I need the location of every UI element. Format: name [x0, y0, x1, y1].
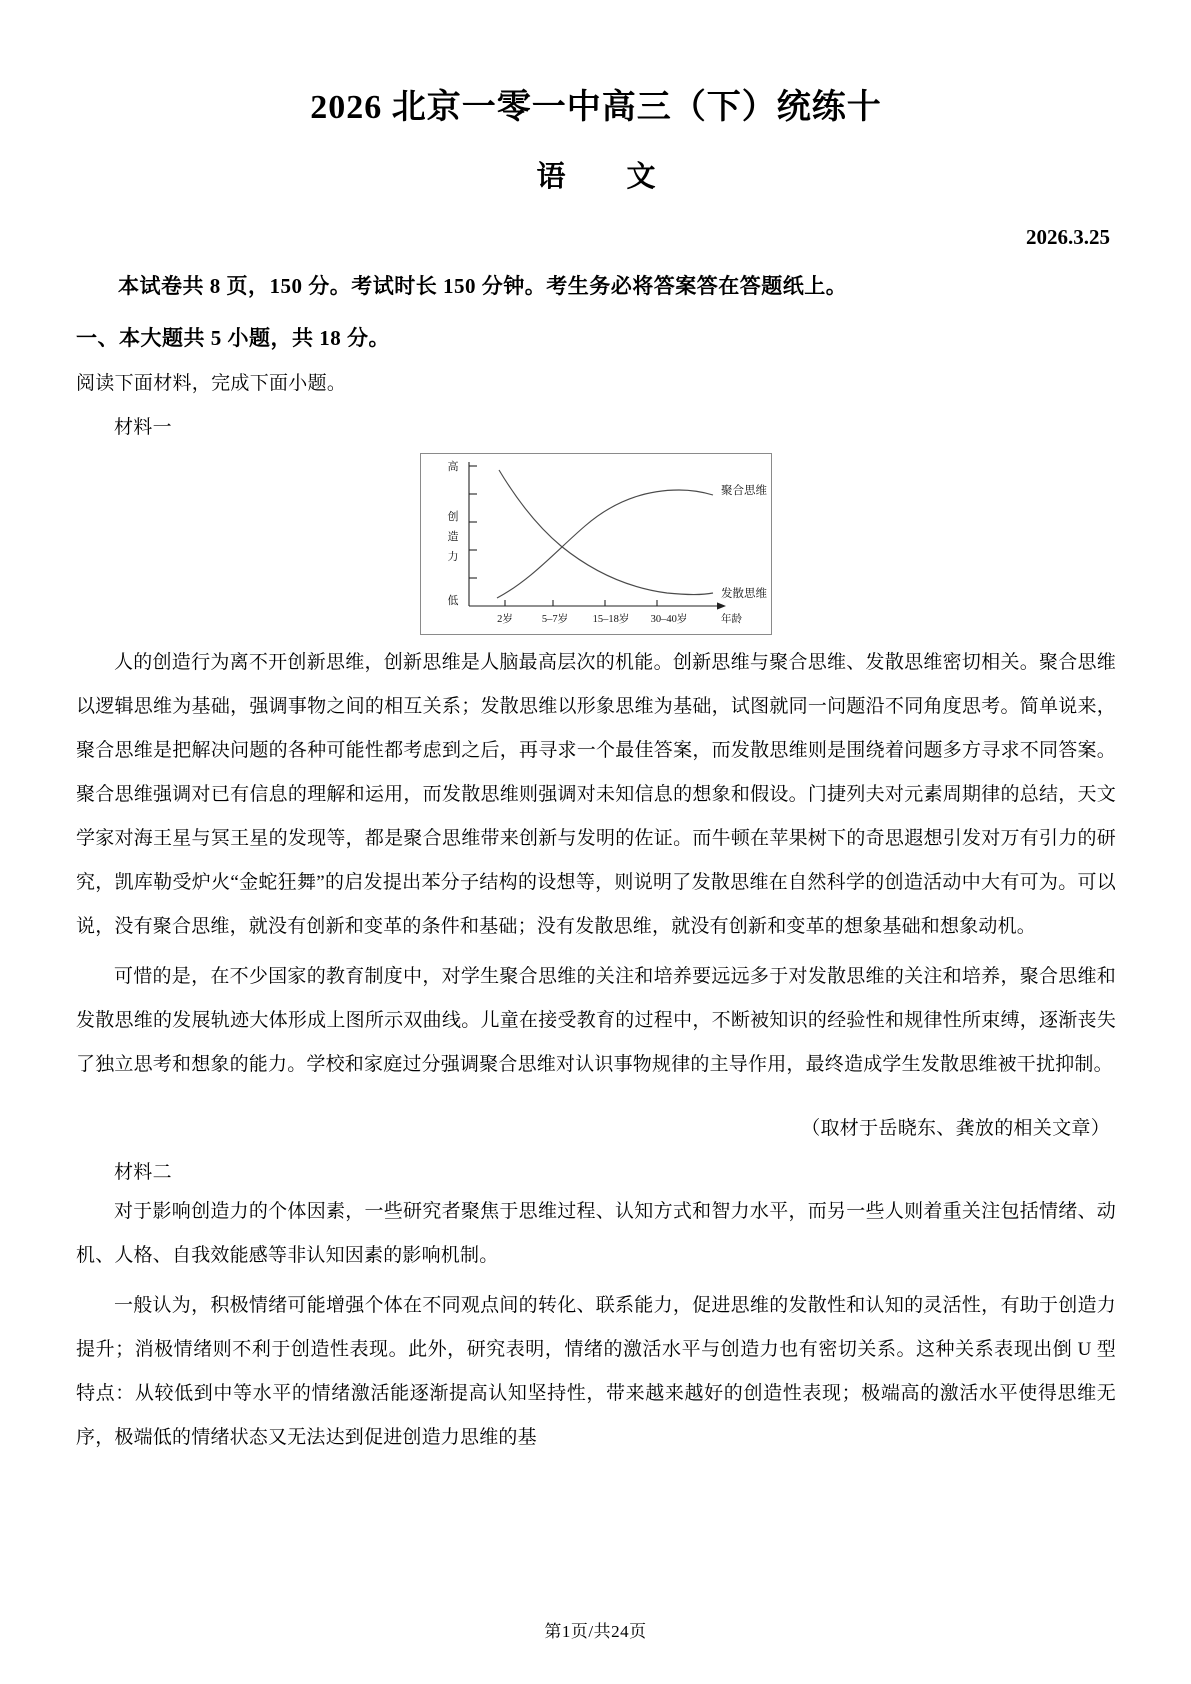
- material-two-label: 材料二: [114, 1162, 172, 1184]
- page-content: [76, 0, 1116, 1460]
- creativity-thinking-chart: [420, 453, 772, 635]
- page-title: 2026 北京一零一中高三（下）统练十: [310, 89, 882, 126]
- x-tick-label-0: 2岁: [497, 614, 513, 626]
- y-axis-label-char-0: 创: [447, 511, 459, 524]
- figure-container: [76, 453, 1116, 635]
- y-axis-low-label: 低: [447, 595, 459, 608]
- section-heading-one: 一、本大题共 5 小题，共 18 分。: [76, 326, 390, 351]
- series-curve-divergent: [499, 470, 713, 595]
- subject-title: 语 文: [536, 161, 672, 194]
- material-two-paragraph-1: 对于影响创造力的个体因素，一些研究者聚焦于思维过程、认知方式和智力水平，而另一些人则着重关注包括情绪、动机、人格、自我效能感等非认知因素的影响机制。: [76, 1201, 1116, 1267]
- reading-prompt: 阅读下面材料，完成下面小题。: [76, 373, 347, 395]
- x-tick-label-2: 15–18岁: [592, 614, 630, 626]
- exam-instructions: 本试卷共 8 页，150 分。考试时长 150 分钟。考生务必将答案答在答题纸上。: [118, 274, 848, 299]
- x-axis-title: 年龄: [721, 614, 742, 626]
- material-one-paragraph-2: 可惜的是，在不少国家的教育制度中，对学生聚合思维的关注和培养要远远多于对发散思维的关注和培养，聚合思维和发散思维的发展轨迹大体形成上图所示双曲线。儿童在接受教育的过程中，不断被知识的经验性和规律性所束缚，逐渐丧失了独立思考和想象的能力。学校和家庭过分强调聚合思维对认识事物规律的主导作用，最终造成学生发散思维被干扰抑制。: [76, 966, 1116, 1076]
- chart-svg: [421, 454, 771, 634]
- y-axis-high-label: 高: [447, 461, 459, 474]
- page-footer: 第1页/共24页: [544, 1622, 647, 1641]
- series-curve-convergent: [497, 490, 713, 598]
- exam-date: 2026.3.25: [1026, 225, 1110, 250]
- x-tick-label-1: 5–7岁: [541, 614, 569, 626]
- x-tick-label-3: 30–40岁: [650, 614, 688, 626]
- series-label-convergent: 聚合思维: [721, 485, 767, 498]
- material-one-label: 材料一: [114, 417, 172, 439]
- y-axis-label-char-2: 力: [447, 551, 459, 564]
- material-one-attribution: （取材于岳晓东、龚放的相关文章）: [801, 1118, 1110, 1140]
- material-one-paragraph-1: 人的创造行为离不开创新思维，创新思维是人脑最高层次的机能。创新思维与聚合思维、发散思维密切相关。聚合思维以逻辑思维为基础，强调事物之间的相互关系；发散思维以形象思维为基础，试图就同一问题沿不同角度思考。简单说来，聚合思维是把解决问题的各种可能性都考虑到之后，再寻求一个最佳答案，而发散思维则是围绕着问题多方寻求不同答案。聚合思维强调对已有信息的理解和运用，而发散思维则强调对未知信息的想象和假设。门捷列夫对元素周期律的总结，天文学家对海王星与冥王星的发现等，都是聚合思维带来创新与发明的佐证。而牛顿在苹果树下的奇思遐想引发对万有引力的研究，凯库勒受炉火“金蛇狂舞”的启发提出苯分子结构的设想等，则说明了发散思维在自然科学的创造活动中大有可为。可以说，没有聚合思维，就没有创新和变革的条件和基础；没有发散思维，就没有创新和变革的想象基础和想象动机。: [76, 652, 1116, 938]
- series-label-divergent: 发散思维: [721, 588, 767, 601]
- y-axis-label-char-1: 造: [447, 531, 459, 544]
- material-two-paragraph-2: 一般认为，积极情绪可能增强个体在不同观点间的转化、联系能力，促进思维的发散性和认知的灵活性，有助于创造力提升；消极情绪则不利于创造性表现。此外，研究表明，情绪的激活水平与创造力也有密切关系。这种关系表现出倒 U 型特点：从较低到中等水平的情绪激活能逐渐提高认知坚持性，带来越来越好的创造性表现；极端高的激活水平使得思维无序，极端低的情绪状态又无法达到促进创造力思维的基: [76, 1295, 1116, 1449]
- x-axis-arrow: [717, 603, 726, 610]
